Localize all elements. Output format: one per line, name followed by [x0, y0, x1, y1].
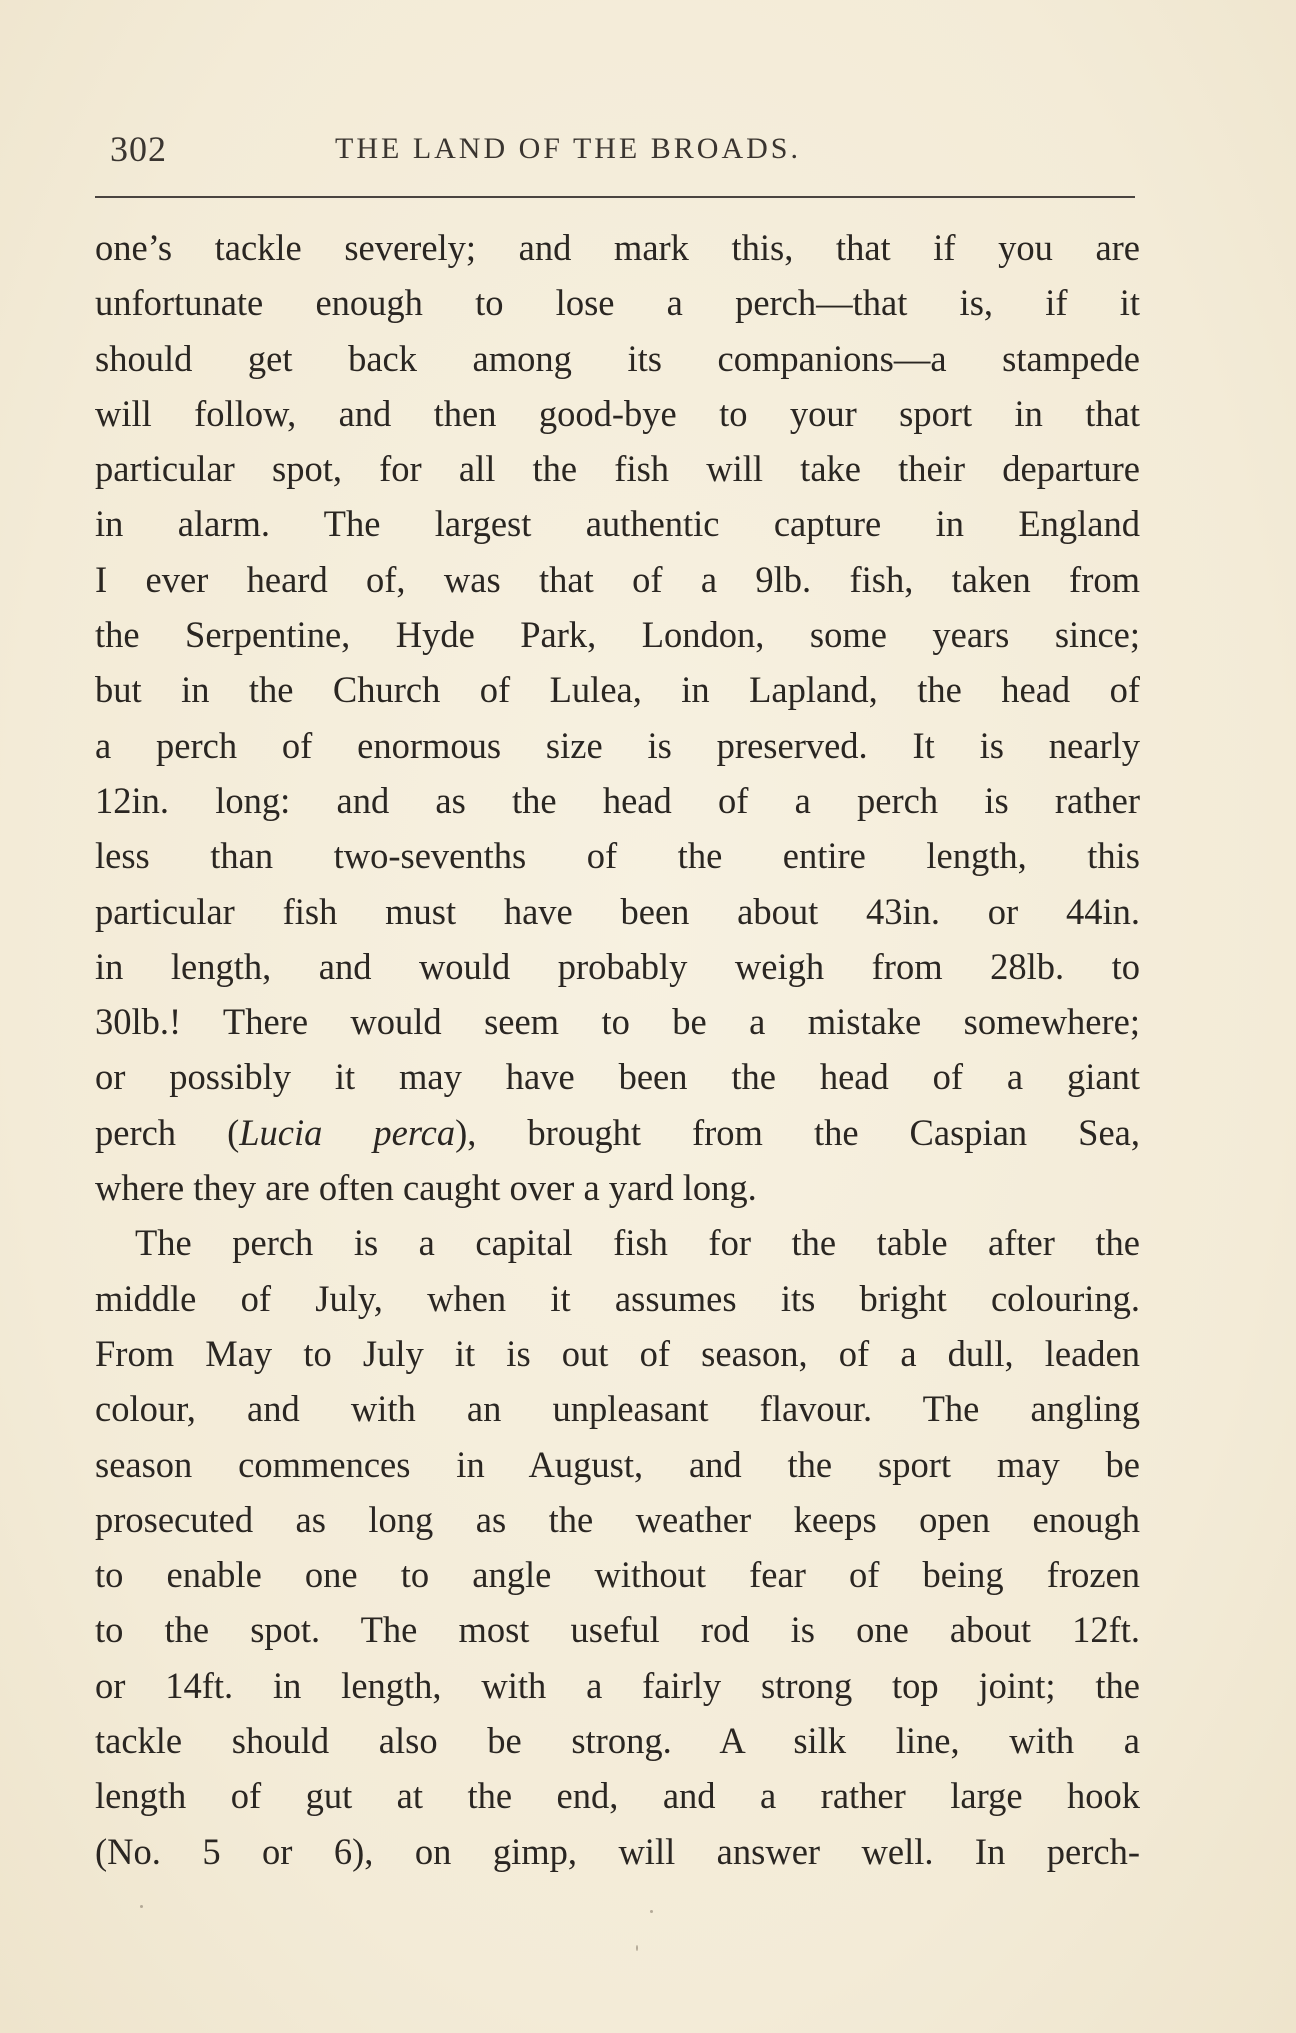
- paragraph-first-line: The perch is a capital fish for the table after the: [135, 1222, 1140, 1264]
- text-line: to the spot. The most useful rod is one about 12ft.: [95, 1609, 1140, 1651]
- text-line: in length, and would probably weigh from 28lb. to: [95, 945, 1140, 987]
- paper-speck: [140, 1905, 143, 1908]
- text-line: but in the Church of Lulea, in Lapland, the head of: [95, 669, 1140, 711]
- italic-species-name: Lucia perca: [239, 1111, 456, 1153]
- page-header: [110, 128, 1140, 178]
- text-line: in alarm. The largest authentic capture in England: [95, 503, 1140, 545]
- text-line: 12in. long: and as the head of a perch is rather: [95, 779, 1140, 821]
- text-line: will follow, and then good-bye to your sport in that: [95, 392, 1140, 434]
- running-title: THE LAND OF THE BROADS.: [335, 132, 801, 165]
- paper-speck: [650, 1910, 653, 1913]
- text-line: unfortunate enough to lose a perch—that is, if it: [95, 282, 1140, 324]
- text-line: tackle should also be strong. A silk line, with a: [95, 1720, 1140, 1762]
- text-line: the Serpentine, Hyde Park, London, some years since;: [95, 614, 1140, 656]
- text-line: length of gut at the end, and a rather large hook: [95, 1775, 1140, 1817]
- text-fragment: perch (: [95, 1111, 240, 1153]
- text-line: From May to July it is out of season, of a dull, leaden: [95, 1332, 1140, 1374]
- text-fragment: ), brought from the Caspian Sea,: [455, 1111, 1140, 1153]
- text-line: to enable one to angle without fear of being frozen: [95, 1554, 1140, 1596]
- text-line: I ever heard of, was that of a 9lb. fish, taken from: [95, 558, 1140, 600]
- text-line: or possibly it may have been the head of a giant: [95, 1056, 1140, 1098]
- text-line: particular fish must have been about 43in. or 44in.: [95, 890, 1140, 932]
- text-line: middle of July, when it assumes its bright colouring.: [95, 1277, 1140, 1319]
- text-line: less than two-sevenths of the entire length, this: [95, 835, 1140, 877]
- page-number: 302: [110, 129, 167, 169]
- text-line-with-italic: [95, 1105, 1140, 1160]
- text-line: should get back among its companions—a stampede: [95, 337, 1140, 379]
- paper-speck: [636, 1945, 638, 1951]
- text-line: one’s tackle severely; and mark this, that if you are: [95, 227, 1140, 268]
- text-line: 30lb.! There would seem to be a mistake somewhere;: [95, 1001, 1140, 1043]
- text-line: prosecuted as long as the weather keeps open enough: [95, 1498, 1140, 1540]
- body-text: [95, 220, 1140, 1879]
- text-line: (No. 5 or 6), on gimp, will answer well. In perch-: [95, 1830, 1140, 1872]
- header-rule: [95, 196, 1135, 198]
- text-line: colour, and with an unpleasant flavour. The angling: [95, 1388, 1140, 1430]
- text-line: or 14ft. in length, with a fairly strong top joint; the: [95, 1664, 1140, 1706]
- text-line: a perch of enormous size is preserved. It is nearly: [95, 724, 1140, 766]
- text-line: particular spot, for all the fish will take their departure: [95, 448, 1140, 490]
- text-line: where they are often caught over a yard long.: [95, 1167, 757, 1209]
- text-line: season commences in August, and the sport may be: [95, 1443, 1140, 1485]
